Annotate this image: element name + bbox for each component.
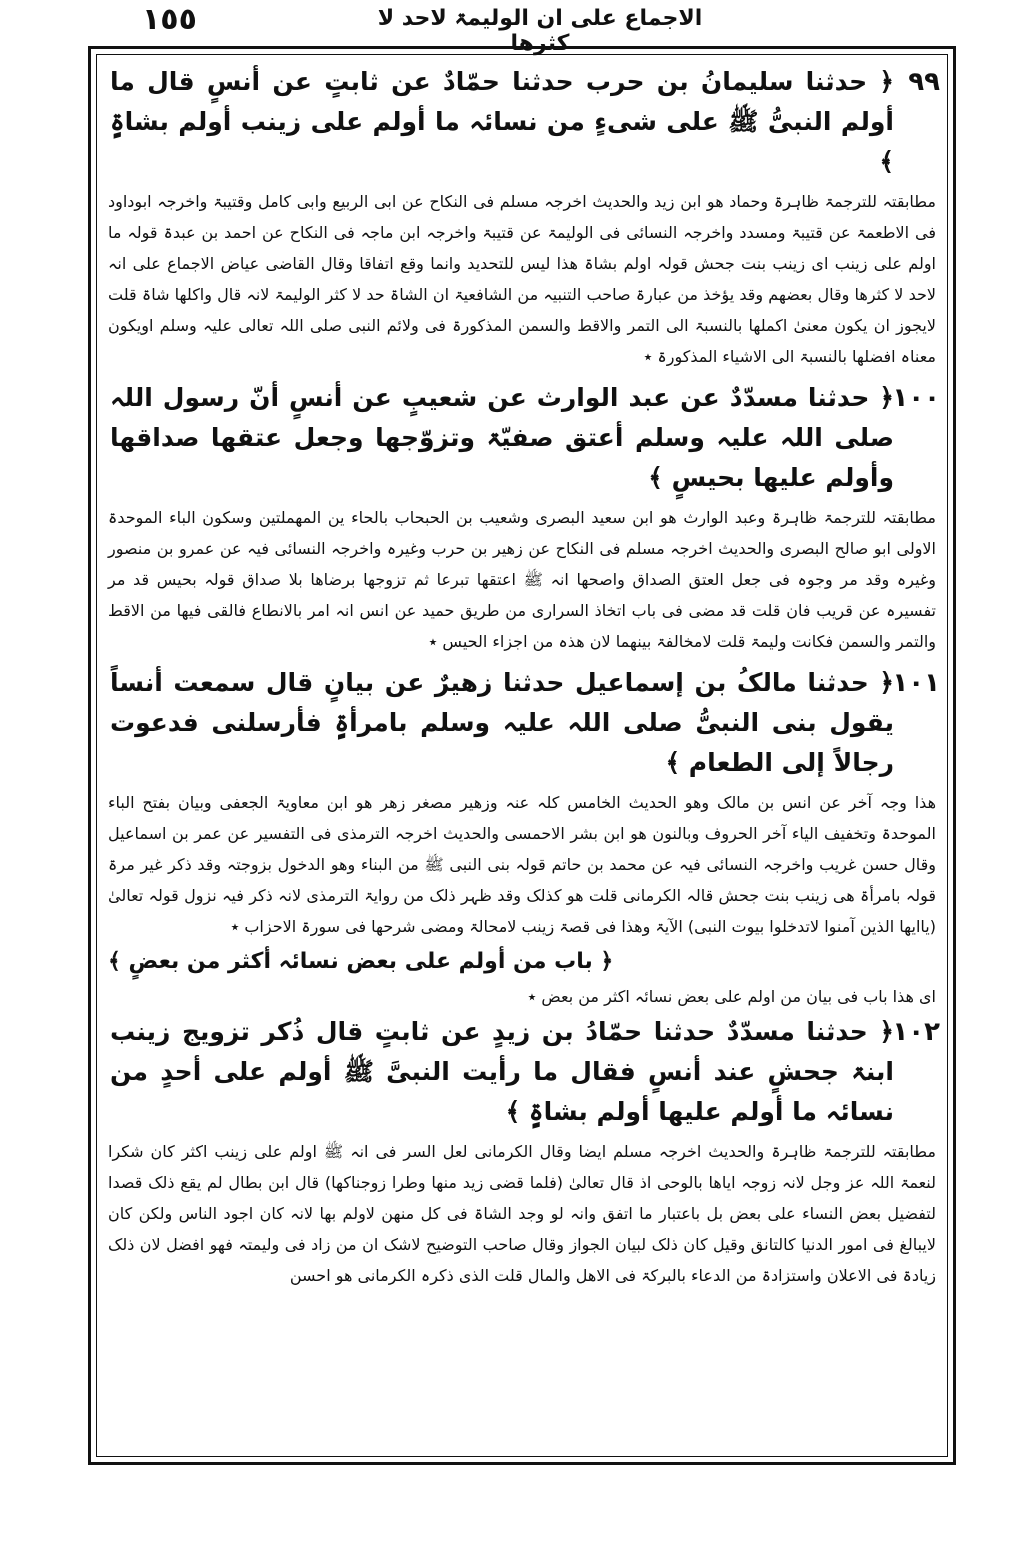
- chapter-note: ای ھذا باب فی بیان من اولم علی بعض نسائہ اکثر من بعض ٭: [527, 987, 936, 1006]
- hadith-100: [104, 378, 940, 498]
- hadith-number: ١٠٢: [892, 1017, 940, 1047]
- hadith-101: [104, 663, 940, 783]
- hadith-102: [104, 1012, 940, 1132]
- commentary-101: ھذا وجہ آخر عن انس بن مالک وھو الحدیث الخامس کلہ عنہ وزھیر مصغر زھر ھو ابن معاویۃ الجعفی وبیان بفتح الباء الموحدۃ وتخفیف الیاء آخر الحروف وبالنون ھو ابن بشر الاحمسی والحدیث اخرجہ الترمذی فی التفسیر عن عمر بن اسماعیل وقال حسن غریب واخرجہ النسائی فیہ عن محمد بن حاتم قولہ بنی النبی ﷺ من البناء وھو الدخول بزوجتہ وقد ذکر غیر مرۃ قولہ بامرأۃ ھی زینب بنت جحش قالہ الکرمانی قلت ھو کذلک وقد ظہر ذلک من روایۃ الترمذی لانہ ذکر فیہ نزول قولہ تعالیٰ (یاایھا الذین آمنوا لاتدخلوا بیوت النبی) الآیۃ وھذا فی قصۃ زینب لامحالۃ ومضی شرحھا فی سورۃ الاحزاب ٭: [108, 793, 936, 936]
- hadith-text: ﴿ حدثنا سلیمانُ بن حرب حدثنا حمّادٌ عن ثابتٍ عن أنسٍ قال ما أولم النبیُّ ﷺ علی شیءٍ من نسائہ ما أولم علی زینب أولم بشاۃٍ ﴾: [110, 67, 894, 176]
- hadith-number: ١٠٠: [892, 383, 940, 413]
- hadith-number: ٩٩: [908, 67, 940, 97]
- commentary-102: مطابقتہ للترجمۃ ظاہرۃ والحدیث اخرجہ مسلم ایضا وقال الکرمانی لعل السر فی انہ ﷺ اولم علی زینب اکثر کان شکرا لنعمۃ اللہ عز وجل لانہ زوجہ ایاھا بالوحی اذ قال تعالیٰ (فلما قضی زید منھا وطرا زوجناکھا) قال ابن بطال لم یقع ذلک قصدا لتفضیل بعض النساء علی بعض بل باعتبار ما اتفق وانہ لو وجد الشاۃ فی کل منھن لاولم بھا لانہ کان اجود الناس ولکن کان لایبالغ فی امور الدنیا کالتانق وقیل کان ذلک لبیان الجواز وقال صاحب التوضیح لاشک ان من زاد فی ولیمتہ فھو افضل لان ذلک زیادۃ فی الاعلان واستزادۃ من الدعاء بالبرکۃ فی الاھل والمال قلت الذی ذکرہ الکرمانی ھو احسن: [108, 1142, 936, 1285]
- commentary-100: مطابقتہ للترجمۃ ظاہرۃ وعبد الوارث ھو ابن سعید البصری وشعیب بن الحبحاب بالحاء ین المھملتین وسکون الباء الموحدۃ الاولی ابو صالح البصری والحدیث اخرجہ مسلم فی النکاح عن زھیر بن حرب وغیرہ واخرجہ النسائی فیہ عن عمرو بن منصور وغیرہ وقد مر وجوہ فی جعل العتق الصداق واصحھا انہ ﷺ اعتقھا تبرعا ثم تزوجھا برضاھا بلا صداق قولہ بحیس قد مر تفسیرہ عن قریب فان قلت قد مضی فی باب اتخاذ السراری من طریق حمید عن انس انہ امر بالانطاع فالقی فیھا من الاقط والتمر والسمن فکانت ولیمۃ قلت لامخالفۃ بینھما لان ھذہ من اجزاء الحیس ٭: [108, 508, 936, 651]
- hadith-99: [104, 62, 940, 182]
- running-title: الاجماع علی ان الولیمۃ لاحد لا کثرھا: [377, 6, 703, 56]
- page-number: ١٥٥: [142, 2, 197, 37]
- page-body: [104, 62, 940, 1291]
- hadith-text: ﴿ حدثنا مالکُ بن إسماعیل حدثنا زھیرٌ عن بیانٍ قال سمعت أنساً یقول بنی النبیُّ صلی اللہ علیہ وسلم بامرأۃٍ فأرسلنی فدعوت رجالاً إلی الطعام ﴾: [110, 668, 894, 777]
- commentary-99: مطابقتہ للترجمۃ ظاہرۃ وحماد ھو ابن زید والحدیث اخرجہ مسلم فی النکاح عن ابی الربیع وابی کامل وقتیبۃ واخرجہ ابوداود فی الاطعمۃ عن قتیبۃ ومسدد واخرجہ النسائی فی الولیمۃ عن قتیبۃ واخرجہ ابن ماجہ فی النکاح عن احمد بن عبدۃ قولہ ما اولم علی زینب ای زینب بنت جحش قولہ اولم بشاۃ ھذا لیس للتحدید وانما وقع اتفاقا وقال القاضی عیاض الاجماع علی انہ لاحد لا کثرھا وقال بعضھم وقد یؤخذ من عبارۃ صاحب التنبیہ من الشافعیۃ ان الشاۃ حد لا کثر الولیمۃ لانہ قال واکلھا شاۃ قلت لایجوز ان یکون معنیٰ اکملھا بالنسبۃ الی التمر والاقط والسمن المذکورۃ فی ولائم النبی صلی اللہ تعالی علیہ وسلم اویکون معناہ افضلھا بالنسبۃ الی الاشیاء المذکورۃ ٭: [108, 192, 937, 366]
- hadith-number: ١٠١: [892, 668, 940, 698]
- hadith-text: ﴿ حدثنا مسدّدٌ حدثنا حمّادُ بن زیدٍ عن ثابتٍ قال ذُکر تزویج زینب ابنۃ جحشٍ عند أنسٍ فقال ما رأیت النبیَّ ﷺ أولم علی أحدٍ من نسائہ ما أولم علیھا أولم بشاۃٍ ﴾: [110, 1017, 894, 1126]
- chapter-heading: ﴿ باب من أولم علی بعض نسائہ أکثر من بعضٍ ﴾: [108, 949, 614, 974]
- hadith-text: ﴿ حدثنا مسدّدٌ عن عبد الوارث عن شعیبٍ عن أنسٍ أنّ رسول اللہ صلی اللہ علیہ وسلم أعتق صفیّۃ وتزوّجھا وجعل عتقھا صداقھا وأولم علیھا بحیسٍ ﴾: [110, 383, 894, 492]
